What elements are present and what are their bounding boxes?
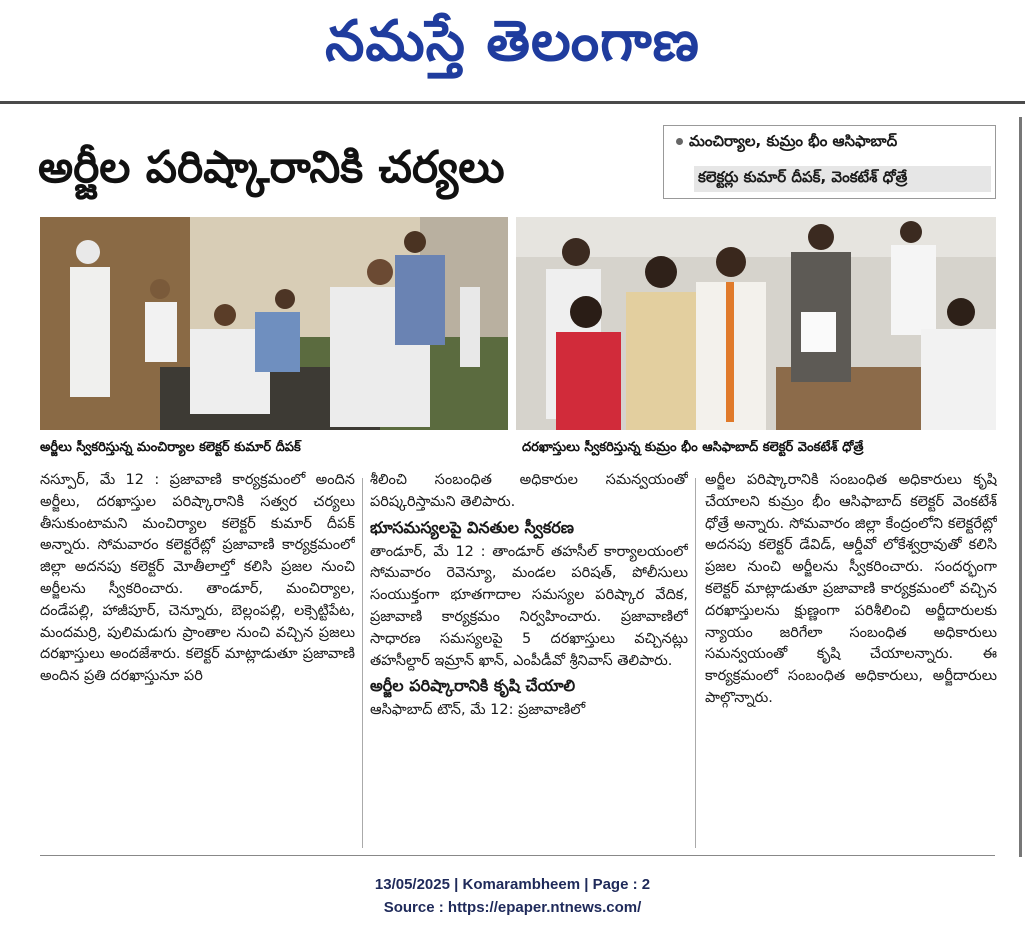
column-2-text-b: తాండూర్, మే 12 : తాండూర్ తహసీల్ కార్యాలయంలో సోమవారం రెవెన్యూ, మండల పరిషత్, పోలీసులు సంయుక్తంగా భూతగాదాల సమస్యల పరిష్కార వేదిక, ప్రజావాణి కార్యక్రమం నిర్వహించారు. ప్రజావాణిలో సాధారణ సమస్యలపై 5 దరఖాస్తులు వచ్చినట్లు తహసీల్దార్ ఇమ్రాన్ ఖాన్, ఎంపీడీవో శ్రీనివాస్ తెలిపారు. <box>370 543 688 669</box>
photo-left-image <box>40 217 508 430</box>
footer-source-link[interactable]: Source : https://epaper.ntnews.com/ <box>383 899 642 916</box>
photo-left-caption: అర్జీలు స్వీకరిస్తున్న మంచిర్యాల కలెక్టర్ కుమార్ దీపక్ <box>40 440 301 455</box>
masthead-rule <box>0 101 1025 104</box>
article-deck <box>663 125 996 199</box>
column-3-text: అర్జీల పరిష్కారానికి సంబంధిత అధికారులు కృషి చేయాలని కుమ్రం భీం ఆసిఫాబాద్ కలెక్టర్ వెంకటేశ్ ధోత్రే అన్నారు. సోమవారం జిల్లా కేంద్రంలోని కలెక్టరేట్లో అదనపు కలెక్టర్ డేవిడ్, ఆర్డీవో లోకేశ్వర్రావుతో కలిసి ప్రజల నుంచి అర్జీలను స్వీకరించారు. సందర్భంగా కలెక్టర్ మాట్లాడుతూ ప్రజావాణి కార్యక్రమంలో వచ్చిన దరఖాస్తులను క్షుణ్ణంగా పరిశీలించి అర్జీదారులకు న్యాయం జరిగేలా సంబంధిత అధికారులు సమన్వయంతో కృషి చేయాలన్నారు. ఈ కార్యక్రమంలో సంబంధిత అధికారులు, అర్జీదారులు పాల్గొన్నారు. <box>705 472 997 706</box>
newspaper-logo: నమస్తే తెలంగాణ <box>325 8 700 74</box>
footer-edition-info: 13/05/2025 | Komarambheem | Page : 2 <box>374 876 651 893</box>
column-2-subhead-2: అర్జీల పరిష్కారానికి కృషి చేయాలి <box>370 676 576 696</box>
article-headline: అర్జీల పరిష్కారానికి చర్యలు <box>38 142 505 193</box>
column-divider <box>362 478 363 848</box>
article-column-3 <box>705 470 997 850</box>
bullet-icon <box>676 138 683 145</box>
deck-line-1: మంచిర్యాల, కుమ్రం భీం ఆసిఫాబాద్ <box>676 132 991 154</box>
page-border-right <box>1019 117 1022 857</box>
column-1-text: నస్పూర్, మే 12 : ప్రజావాణి కార్యక్రమంలో అందిన అర్జీలు, దరఖాస్తుల పరిష్కారానికి సత్వర చర్యలు తీసుకుంటామని మంచిర్యాల కలెక్టర్ కుమార్ దీపక్ అన్నారు. సోమవారం కలెక్టరేట్లో ప్రజావాణి కార్యక్రమంలో జిల్లా అదనపు కలెక్టర్ మోతీలాల్తో కలిసి ప్రజల నుంచి అర్జీలను స్వీకరించారు. తాండూర్, మంచిర్యాల, దండేపల్లి, హాజీపూర్, చెన్నూరు, బెల్లంపల్లి, లక్సెట్టిపేట, మందమర్రి, పులిమడుగు ప్రాంతాల నుంచి వచ్చిన ప్రజలు దరఖాస్తులు అందజేశారు. కలెక్టర్ మాట్లాడుతూ ప్రజావాణి అందిన ప్రతి దరఖాస్తునూ పరి <box>40 472 355 685</box>
photo-right-image <box>516 217 996 430</box>
column-2-text-a: శీలించి సంబంధిత అధికారుల సమన్వయంతో పరిష్కరిస్తామని తెలిపారు. <box>370 472 688 510</box>
photo-right-caption: దరఖాస్తులు స్వీకరిస్తున్న కుమ్రం భీం ఆసిఫాబాద్ కలెక్టర్ వెంకటేశ్ ధోత్రే <box>522 440 864 455</box>
article-column-2 <box>370 470 688 850</box>
column-2-text-c: ఆసిఫాబాద్ టౌన్, మే 12: ప్రజావాణిలో <box>370 702 586 719</box>
photo-left <box>40 217 508 430</box>
photo-right <box>516 217 996 430</box>
article-bottom-rule <box>40 855 995 856</box>
column-2-subhead-1: భూసమస్యలపై వినతుల స్వీకరణ <box>370 517 574 537</box>
article-column-1 <box>40 470 355 850</box>
deck-line-2: కలెక్టర్లు కుమార్ దీపక్, వెంకటేశ్ ధోత్రే <box>694 166 991 192</box>
masthead <box>0 0 1025 100</box>
column-divider <box>695 478 696 848</box>
